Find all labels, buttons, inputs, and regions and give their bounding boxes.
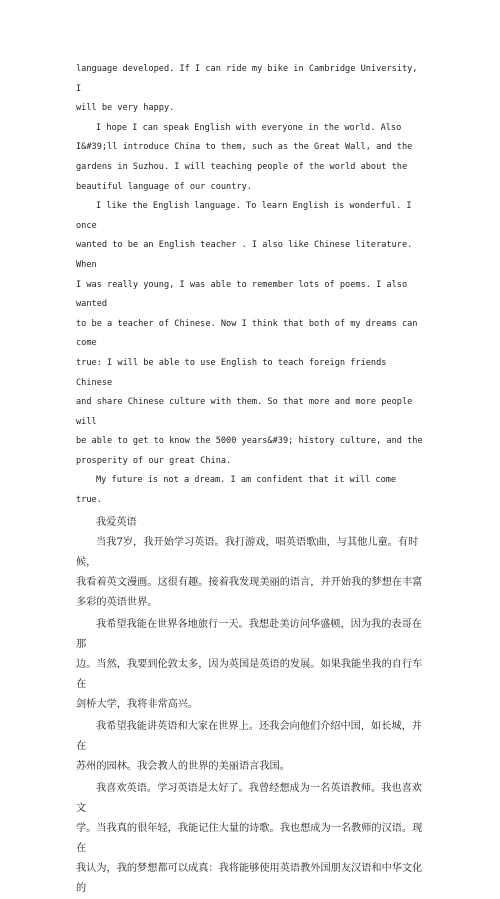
chinese-paragraph-1: 当我7岁，我开始学习英语。我打游戏，唱英语歌曲，与其他儿童。有时候， 我看着英文漫画。这很有趣。接着我发现美丽的语言，并开始我的梦想在丰富 多彩的英语世界。	[76, 536, 423, 608]
document-body	[76, 60, 426, 899]
english-paragraph-2: I hope I can speak English with everyone in the world. Also I&#39;ll introduce China to them, such as the Great Wall, and the gardens in Suzhou. I will teaching people of the world about the beautiful language of our country.	[76, 122, 413, 192]
english-paragraph-3: I like the English language. To learn English is wonderful. I once wanted to be an English teacher . I also like Chinese literature. When I was really young, I was able to remember lots of poems. I also wanted to be a teacher of Chinese. Now I think that both of my dreams can come true: I will be able to use English to teach foreign friends Chinese and share Chinese culture with them. So that more and more people will be able to get to know the 5000 years&#39; history culture, and the prosperity of our great China.	[76, 201, 423, 466]
chinese-paragraph-2: 我希望我能在世界各地旅行一天。我想赴美访问华盛顿，因为我的表哥在那 边。当然，我要到伦敦太多，因为英国是英语的发展。如果我能坐我的自行车在 剑桥大学，我将非常高兴。	[76, 618, 423, 710]
chinese-paragraph-3: 我希望我能讲英语和大家在世界上。还我会向他们介绍中国，如长城，并在 苏州的园林。我会教人的世界的美丽语言我国。	[76, 720, 422, 772]
english-paragraph-4: My future is not a dream. I am confident that it will come true.	[76, 475, 397, 506]
chinese-title: 我爱英语	[96, 516, 137, 528]
english-paragraph-1: language developed. If I can ride my bike in Cambridge University, I will be very happy.	[76, 64, 418, 114]
chinese-paragraph-4: 我喜欢英语。学习英语是太好了。我曾经想成为一名英语教师。我也喜欢文 学。当我真的很年轻，我能记住大量的诗歌。我也想成为一名教师的汉语。现在 我认为，我的梦想都可以成真：我将能够使用英语教外国朋友汉语和中华文化的	[76, 782, 423, 894]
